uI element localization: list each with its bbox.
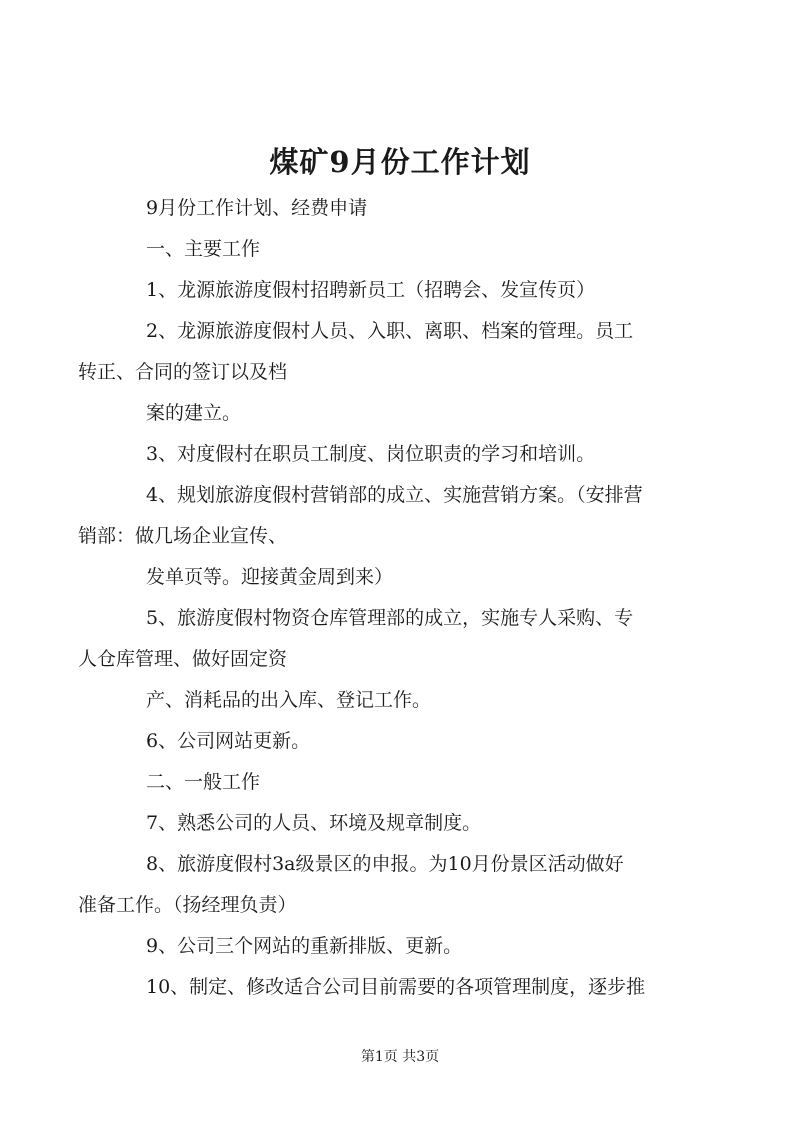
paragraph-line: 案的建立。 <box>146 402 242 424</box>
paragraph-line: 7、熟悉公司的人员、环境及规章制度。 <box>146 812 482 834</box>
paragraph-line: 转正、合同的签订以及档 <box>78 361 288 383</box>
paragraph-line: 准备工作。（扬经理负责） <box>78 894 297 916</box>
section-heading-general-work: 二、一般工作 <box>146 771 261 793</box>
page-title: 煤矿9月份工作计划 <box>269 145 531 179</box>
section-heading-main-work: 一、主要工作 <box>146 238 261 260</box>
paragraph-line: 人仓库管理、做好固定资 <box>78 648 288 670</box>
paragraph-line: 3、对度假村在职员工制度、岗位职责的学习和培训。 <box>146 443 596 465</box>
paragraph-line: 4、规划旅游度假村营销部的成立、实施营销方案。（安排营 <box>146 484 643 506</box>
paragraph-line: 2、龙源旅游度假村人员、入职、离职、档案的管理。员工 <box>146 320 634 342</box>
paragraph-line: 1、龙源旅游度假村招聘新员工（招聘会、发宣传页） <box>146 279 596 301</box>
paragraph-line: 产、消耗品的出入库、登记工作。 <box>146 689 432 711</box>
paragraph-line: 发单页等。迎接黄金周到来） <box>146 566 394 588</box>
paragraph-line: 销部：做几场企业宣传、 <box>78 525 288 547</box>
paragraph-line: 9月份工作计划、经费申请 <box>146 197 368 219</box>
document-body <box>78 188 708 1008</box>
paragraph-line: 6、公司网站更新。 <box>146 730 311 752</box>
page-footer: 第1页 共3页 <box>360 1049 440 1065</box>
paragraph-line: 5、旅游度假村物资仓库管理部的成立，实施专人采购、专 <box>146 607 634 629</box>
paragraph-line: 8、旅游度假村3a级景区的申报。为10月份景区活动做好 <box>146 853 624 875</box>
paragraph-line: 10、制定、修改适合公司目前需要的各项管理制度，逐步推 <box>146 976 646 998</box>
paragraph-line: 9、公司三个网站的重新排版、更新。 <box>146 935 463 957</box>
